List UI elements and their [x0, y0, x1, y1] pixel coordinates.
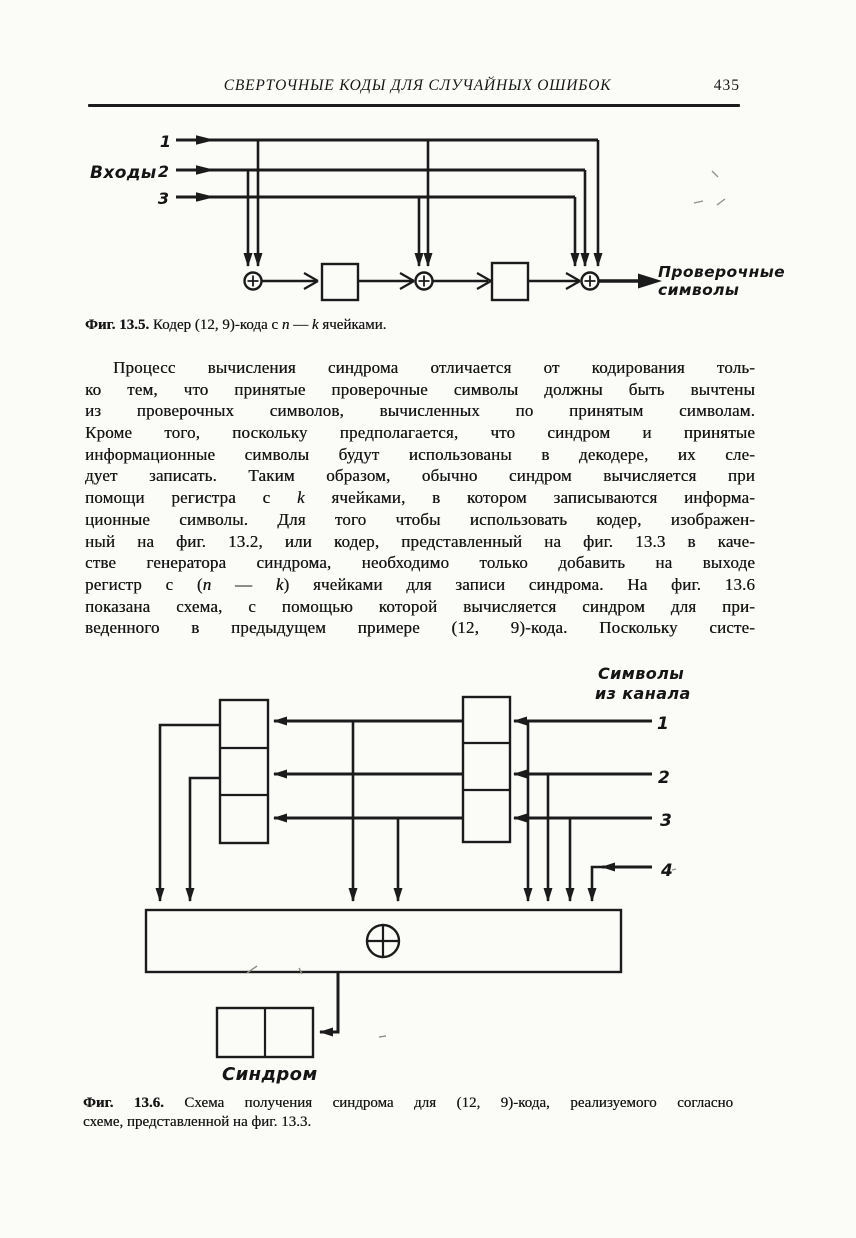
caption-text: Схема получения синдрома для (12, 9)-кода, реализуемого согласно — [163, 1095, 733, 1111]
mod2-adder-box — [146, 910, 621, 972]
figure-13-6-caption — [83, 1094, 733, 1132]
syndrome-output-wire — [320, 972, 338, 1032]
caption-text: Кодер (12, 9)-кода с n — k ячейками. — [149, 317, 387, 333]
channel-line-number: 1 — [657, 714, 669, 734]
channel-line-number: 3 — [660, 811, 672, 831]
input-wires — [176, 135, 598, 202]
inputs-label: Входы — [90, 163, 157, 183]
text-line: показана схема, с помощью которой вычисляется синдром для при- — [85, 596, 755, 616]
text-line: веденного в предыдущем примере (12, 9)-кода. Поскольку систе- — [85, 618, 755, 638]
text-line: стве генератора синдрома, необходимо только добавить на выходе — [85, 553, 755, 573]
page-number: 435 — [713, 77, 740, 94]
input-line-number: 3 — [157, 189, 169, 208]
text-line: регистр с (n — k) ячейками для записи синдрома. На фиг. 13.6 — [85, 574, 756, 594]
syndrome-register — [217, 1008, 313, 1057]
running-head — [85, 77, 740, 99]
tap-wires — [248, 140, 598, 266]
shift-cell — [492, 263, 528, 300]
channel-line-number: 4 — [661, 861, 673, 881]
output-wire — [599, 274, 662, 289]
input-line-number: 1 — [159, 132, 171, 151]
text-line: из проверочных символов, вычисленных по принятым символам. — [85, 401, 755, 421]
figure-13-6-diagram — [0, 655, 856, 1092]
text-line: ционные символы. Для того чтобы использовать кодер, изображен- — [85, 509, 755, 529]
syndrome-label: Синдром — [222, 1064, 318, 1085]
register-stack-right — [463, 697, 510, 842]
channel-line-number: 2 — [658, 768, 670, 788]
text-line: ко тем, что принятые проверочные символы должны быть вычтены — [85, 379, 755, 399]
figure-13-5-diagram — [0, 120, 856, 316]
channel-label: Символы — [598, 664, 685, 683]
output-label: символы — [658, 281, 740, 299]
input-line-number: 2 — [157, 162, 169, 181]
header-rule — [88, 104, 740, 107]
figure-13-5-caption — [85, 316, 705, 335]
body-paragraph — [85, 357, 755, 639]
channel-label: из канала — [595, 684, 691, 703]
text-line: ный на фиг. 13.2, или кодер, представленный на фиг. 13.3 в каче- — [85, 531, 755, 551]
caption-line: схеме, представленной на фиг. 13.3. — [83, 1114, 312, 1130]
scan-artifact — [694, 171, 725, 205]
chapter-title: СВЕРТОЧНЫЕ КОДЫ ДЛЯ СЛУЧАЙНЫХ ОШИБОК — [223, 77, 612, 94]
text-line: помощи регистра с k ячейками, в котором записываются информа- — [85, 488, 755, 508]
output-label: Проверочные — [658, 263, 786, 281]
register-stack-left — [220, 700, 268, 843]
caption-number: Фиг. 13.5. — [85, 317, 150, 333]
text-line: дует записать. Таким образом, обычно синдром вычисляется при — [85, 466, 755, 486]
text-line: Процесс вычисления синдрома отличается от кодирования толь- — [113, 358, 755, 377]
caption-line — [83, 1094, 733, 1113]
caption-number: Фиг. 13.6. — [83, 1095, 164, 1111]
shift-cell — [322, 264, 358, 300]
text-line: информационные символы будут использованы в декодере, их сле- — [85, 444, 755, 464]
text-line: Кроме того, поскольку предполагается, что синдром и принятые — [85, 423, 755, 443]
